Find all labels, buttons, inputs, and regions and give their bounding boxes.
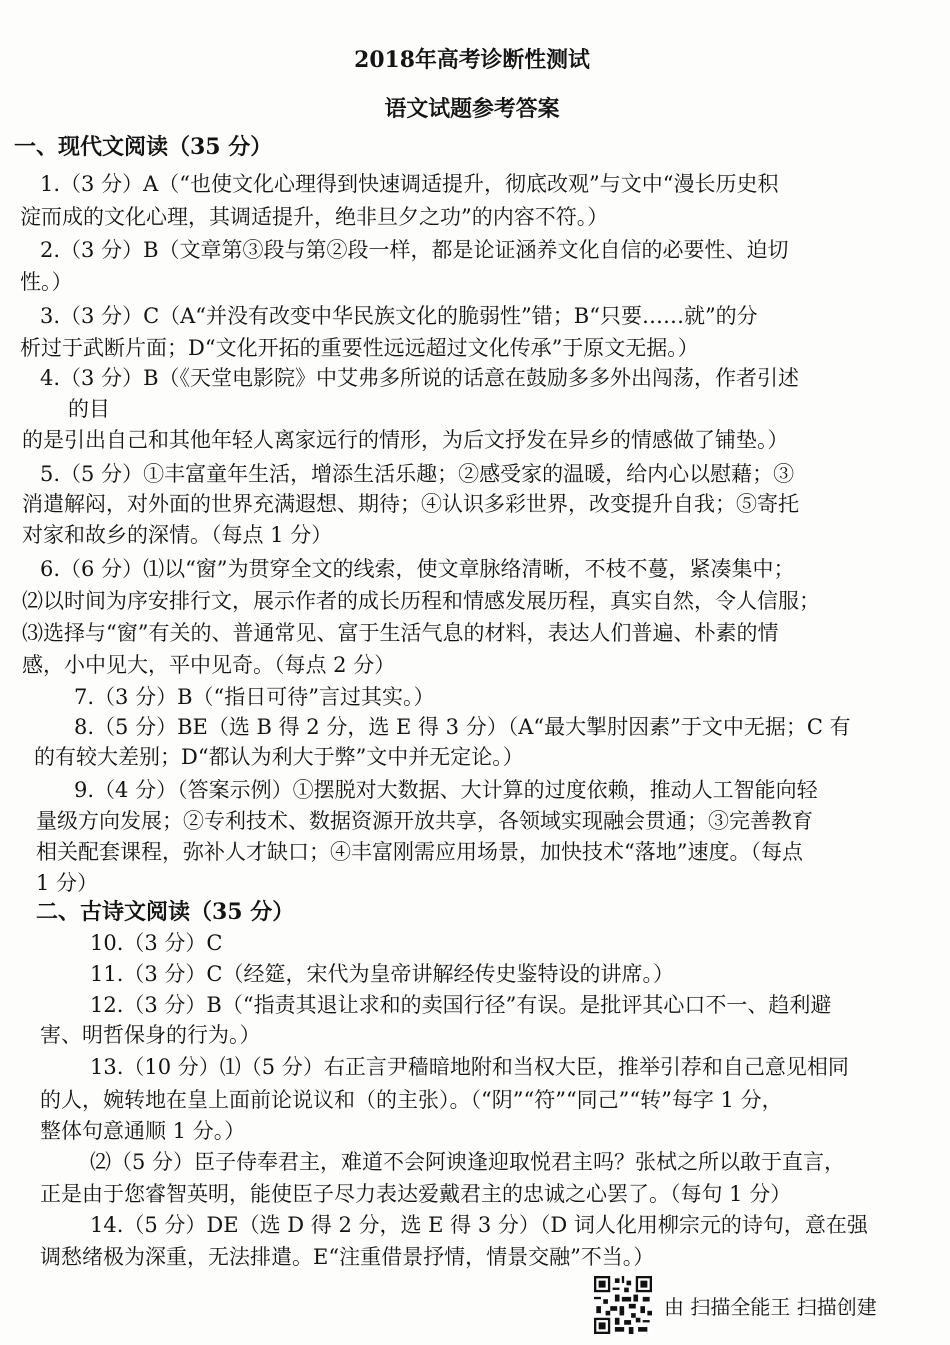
answer-line: 7.（3 分）B（“指日可待”言过其实。）: [74, 685, 435, 709]
answer-line: 的有较大差别；D“都认为利大于弊”文中并无定论。）: [34, 745, 524, 769]
answer-line: 对家和故乡的深情。（每点 1 分）: [22, 523, 333, 547]
answer-line: 调愁绪极为深重，无法排遣。E“注重借景抒情，情景交融”不当。）: [40, 1245, 655, 1269]
answer-line: 的目: [68, 397, 110, 421]
page-subtitle: 语文试题参考答案: [384, 96, 560, 122]
answer-line: 害、明哲保身的行为。）: [40, 1023, 261, 1047]
answer-line: 1 分）: [36, 871, 99, 895]
answer-line: 6.（6 分）⑴以“窗”为贯穿全文的线索，使文章脉络清晰，不枝不蔓，紧凑集中；: [40, 557, 795, 581]
answer-line: 11.（3 分）C（经筵，宋代为皇帝讲解经传史鉴特设的讲席。）: [90, 962, 674, 986]
page-title: 2018年高考诊断性测试: [354, 47, 590, 73]
answer-line: 8.（5 分）BE（选 B 得 2 分，选 E 得 3 分）（A“最大掣肘因素”于文中无据；C 有: [74, 715, 851, 739]
scanner-footer: [594, 1276, 877, 1334]
qr-code-icon: [594, 1276, 652, 1334]
answer-line: 14.（5 分）DE（选 D 得 2 分，选 E 得 3 分）（D 词人化用柳宗元的诗句，意在强: [90, 1213, 868, 1237]
answer-line: 的人，婉转地在皇上面前论说议和（的主张）。（“阴”“符”“同己”“转”每字 1 分，: [40, 1088, 783, 1112]
answer-line: 2.（3 分）B（文章第③段与第②段一样，都是论证涵养文化自信的必要性、迫切: [40, 238, 789, 262]
answer-line: 析过于武断片面；D“文化开拓的重要性远远超过文化传承”于原文无据。）: [20, 336, 699, 360]
answer-line: 4.（3 分）B（《天堂电影院》中艾弗多所说的话意在鼓励多多外出闯荡，作者引述: [40, 366, 800, 390]
answer-line: 的是引出自己和其他年轻人离家远行的情形，为后文抒发在异乡的情感做了铺垫。）: [22, 428, 789, 452]
answer-line: 9.（4 分）（答案示例）①摆脱对大数据、大计算的过度依赖，推动人工智能向轻: [74, 778, 818, 802]
answer-line: ⑵以时间为序安排行文，展示作者的成长历程和情感发展历程，真实自然，令人信服；: [22, 589, 820, 613]
answer-line: 1.（3 分）A（“也使文化心理得到快速调适提升，彻底改观”与文中“漫长历史积: [40, 172, 779, 196]
answer-line: ⑶选择与“窗”有关的、普通常见、富于生活气息的材料，表达人们普遍、朴素的情: [22, 621, 779, 645]
answer-line: 量级方向发展；②专利技术、数据资源开放共享，各领域实现融会贯通；③完善教育: [36, 809, 813, 833]
answer-line: 性。）: [20, 270, 73, 294]
answer-line: 12.（3 分）B（“指责其退让求和的卖国行径”有误。是批评其心口不一、趋利避: [90, 993, 832, 1017]
scanner-footer-text: 由 扫描全能王 扫描创建: [664, 1294, 877, 1319]
answer-line: 消遣解闷，对外面的世界充满遐想、期待；④认识多彩世界，改变提升自我；⑤寄托: [22, 492, 799, 516]
answer-line: 整体句意通顺 1 分。）: [40, 1119, 246, 1143]
answer-line: 13.（10 分）⑴（5 分）右正言尹穑暗地附和当权大臣，推举引荐和自己意见相同: [90, 1055, 849, 1079]
answer-line: 淀而成的文化心理，其调适提升，绝非旦夕之功”的内容不符。）: [20, 205, 609, 229]
answer-line: 感，小中见大，平中见奇。（每点 2 分）: [22, 653, 396, 677]
answer-line: 相关配套课程，弥补人才缺口；④丰富刚需应用场景，加快技术“落地”速度。（每点: [36, 840, 803, 864]
answer-line: 正是由于您睿智英明，能使臣子尽力表达爱戴君主的忠诚之心罢了。（每句 1 分）: [40, 1182, 792, 1206]
answer-line: ⑵（5 分）臣子侍奉君主，难道不会阿谀逢迎取悦君主吗？张栻之所以敢于直言，: [90, 1150, 846, 1174]
answer-line: 10.（3 分）C: [90, 931, 223, 955]
answer-line: 3.（3 分）C（A“并没有改变中华民族文化的脆弱性”错；B“只要……就”的分: [40, 304, 758, 328]
section-heading-classical-reading: 二、古诗文阅读（35 分）: [36, 899, 295, 925]
answer-line: 5.（5 分）①丰富童年生活，增添生活乐趣；②感受家的温暖，给内心以慰藉；③: [40, 462, 795, 486]
section-heading-modern-reading: 一、现代文阅读（35 分）: [14, 134, 273, 160]
